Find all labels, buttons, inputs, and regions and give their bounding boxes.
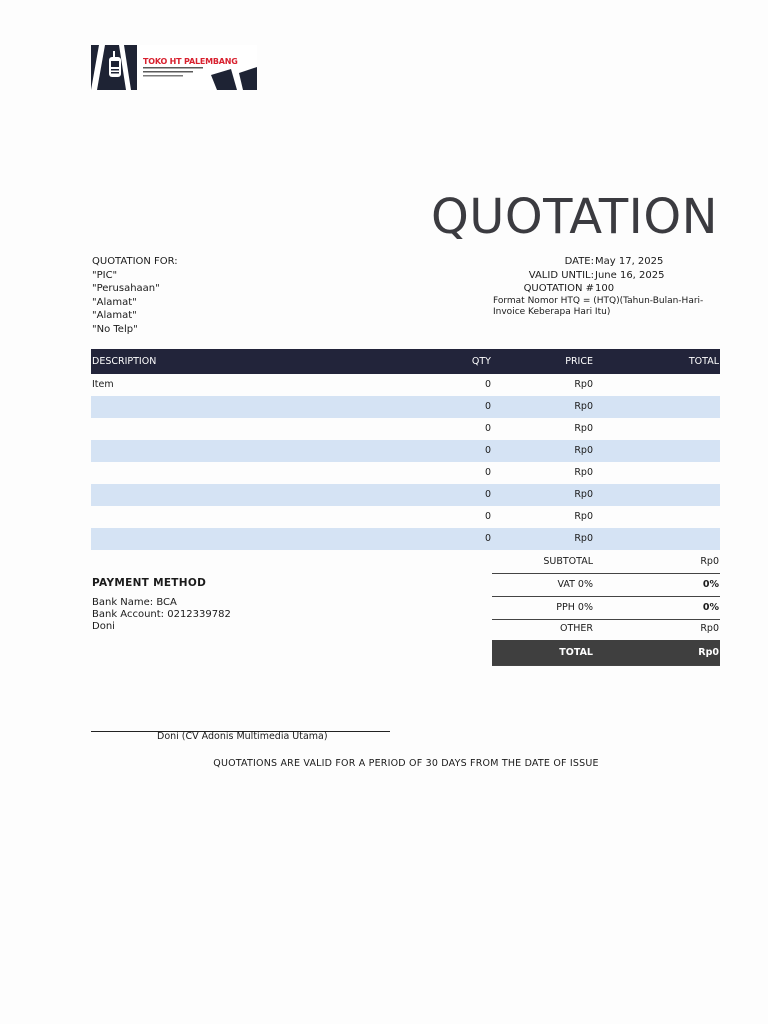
client-block <box>92 255 178 337</box>
table-header <box>91 349 720 374</box>
cell-qty: 0 <box>484 511 491 522</box>
client-line: "Perusahaan" <box>92 283 160 295</box>
table-row <box>91 374 720 396</box>
grand-total-label: TOTAL <box>559 647 593 658</box>
pph-label: PPH 0% <box>556 602 593 613</box>
cell-description: Item <box>92 379 114 390</box>
table-row <box>91 418 720 440</box>
cell-qty: 0 <box>484 533 491 544</box>
pph-row <box>492 597 720 620</box>
table-row <box>91 528 720 550</box>
subtotal-label: SUBTOTAL <box>543 556 593 567</box>
other-value: Rp0 <box>700 623 719 634</box>
vat-row <box>492 574 720 597</box>
cell-price: Rp0 <box>574 489 593 500</box>
table-row <box>91 462 720 484</box>
format-note: Format Nomor HTQ = (HTQ)(Tahun-Bulan-Hari-Invoice Keberapa Hari Itu) <box>493 296 704 317</box>
table-row <box>91 396 720 418</box>
signature-name: Doni (CV Adonis Multimedia Utama) <box>157 731 328 742</box>
vat-value: 0% <box>702 579 719 590</box>
document-title: QUOTATION <box>430 189 718 245</box>
client-line: "PIC" <box>92 269 118 281</box>
header-price: PRICE <box>565 356 593 367</box>
cell-qty: 0 <box>484 423 491 434</box>
table-row <box>91 484 720 506</box>
quotation-number-value: 100 <box>595 283 615 295</box>
pph-value: 0% <box>702 602 719 613</box>
client-line: "No Telp" <box>92 323 138 335</box>
payment-method-title: PAYMENT METHOD <box>92 577 207 589</box>
grand-total-value: Rp0 <box>698 647 719 658</box>
client-line: "Alamat" <box>92 296 137 308</box>
cell-qty: 0 <box>484 379 491 390</box>
cell-qty: 0 <box>484 489 491 500</box>
company-name: TOKO HT PALEMBANG <box>143 57 238 66</box>
company-logo <box>91 45 257 90</box>
date-label: DATE: <box>564 256 594 267</box>
cell-price: Rp0 <box>574 423 593 434</box>
date-value: May 17, 2025 <box>595 256 664 267</box>
payment-details <box>92 597 231 633</box>
other-row <box>492 618 720 640</box>
meta-values <box>595 255 665 296</box>
table-row <box>91 506 720 528</box>
account-holder: Doni <box>92 621 115 632</box>
cell-qty: 0 <box>484 467 491 478</box>
valid-until-value: June 16, 2025 <box>595 269 665 281</box>
subtotal-row <box>492 551 720 574</box>
client-line: "Alamat" <box>92 310 137 322</box>
client-heading: QUOTATION FOR: <box>92 256 178 267</box>
cell-qty: 0 <box>484 445 491 456</box>
valid-until-label: VALID UNTIL: <box>528 269 594 281</box>
bank-account: Bank Account: 0212339782 <box>92 609 231 620</box>
header-qty: QTY <box>471 356 491 367</box>
header-total: TOTAL <box>688 356 719 367</box>
header-description: DESCRIPTION <box>92 356 157 367</box>
cell-qty: 0 <box>484 401 491 412</box>
cell-price: Rp0 <box>574 379 593 390</box>
vat-label: VAT 0% <box>557 579 593 590</box>
logo-graphic <box>91 45 257 90</box>
cell-price: Rp0 <box>574 401 593 412</box>
grand-total-row <box>492 640 720 666</box>
subtotal-value: Rp0 <box>700 556 719 567</box>
other-label: OTHER <box>559 623 593 634</box>
table-row <box>91 440 720 462</box>
bank-name: Bank Name: BCA <box>92 597 177 608</box>
cell-price: Rp0 <box>574 511 593 522</box>
cell-price: Rp0 <box>574 533 593 544</box>
cell-price: Rp0 <box>574 445 593 456</box>
quotation-number-label: QUOTATION # <box>523 283 594 295</box>
cell-price: Rp0 <box>574 467 593 478</box>
meta-labels <box>524 255 594 296</box>
validity-note: QUOTATIONS ARE VALID FOR A PERIOD OF 30 DAYS FROM THE DATE OF ISSUE <box>213 758 599 769</box>
